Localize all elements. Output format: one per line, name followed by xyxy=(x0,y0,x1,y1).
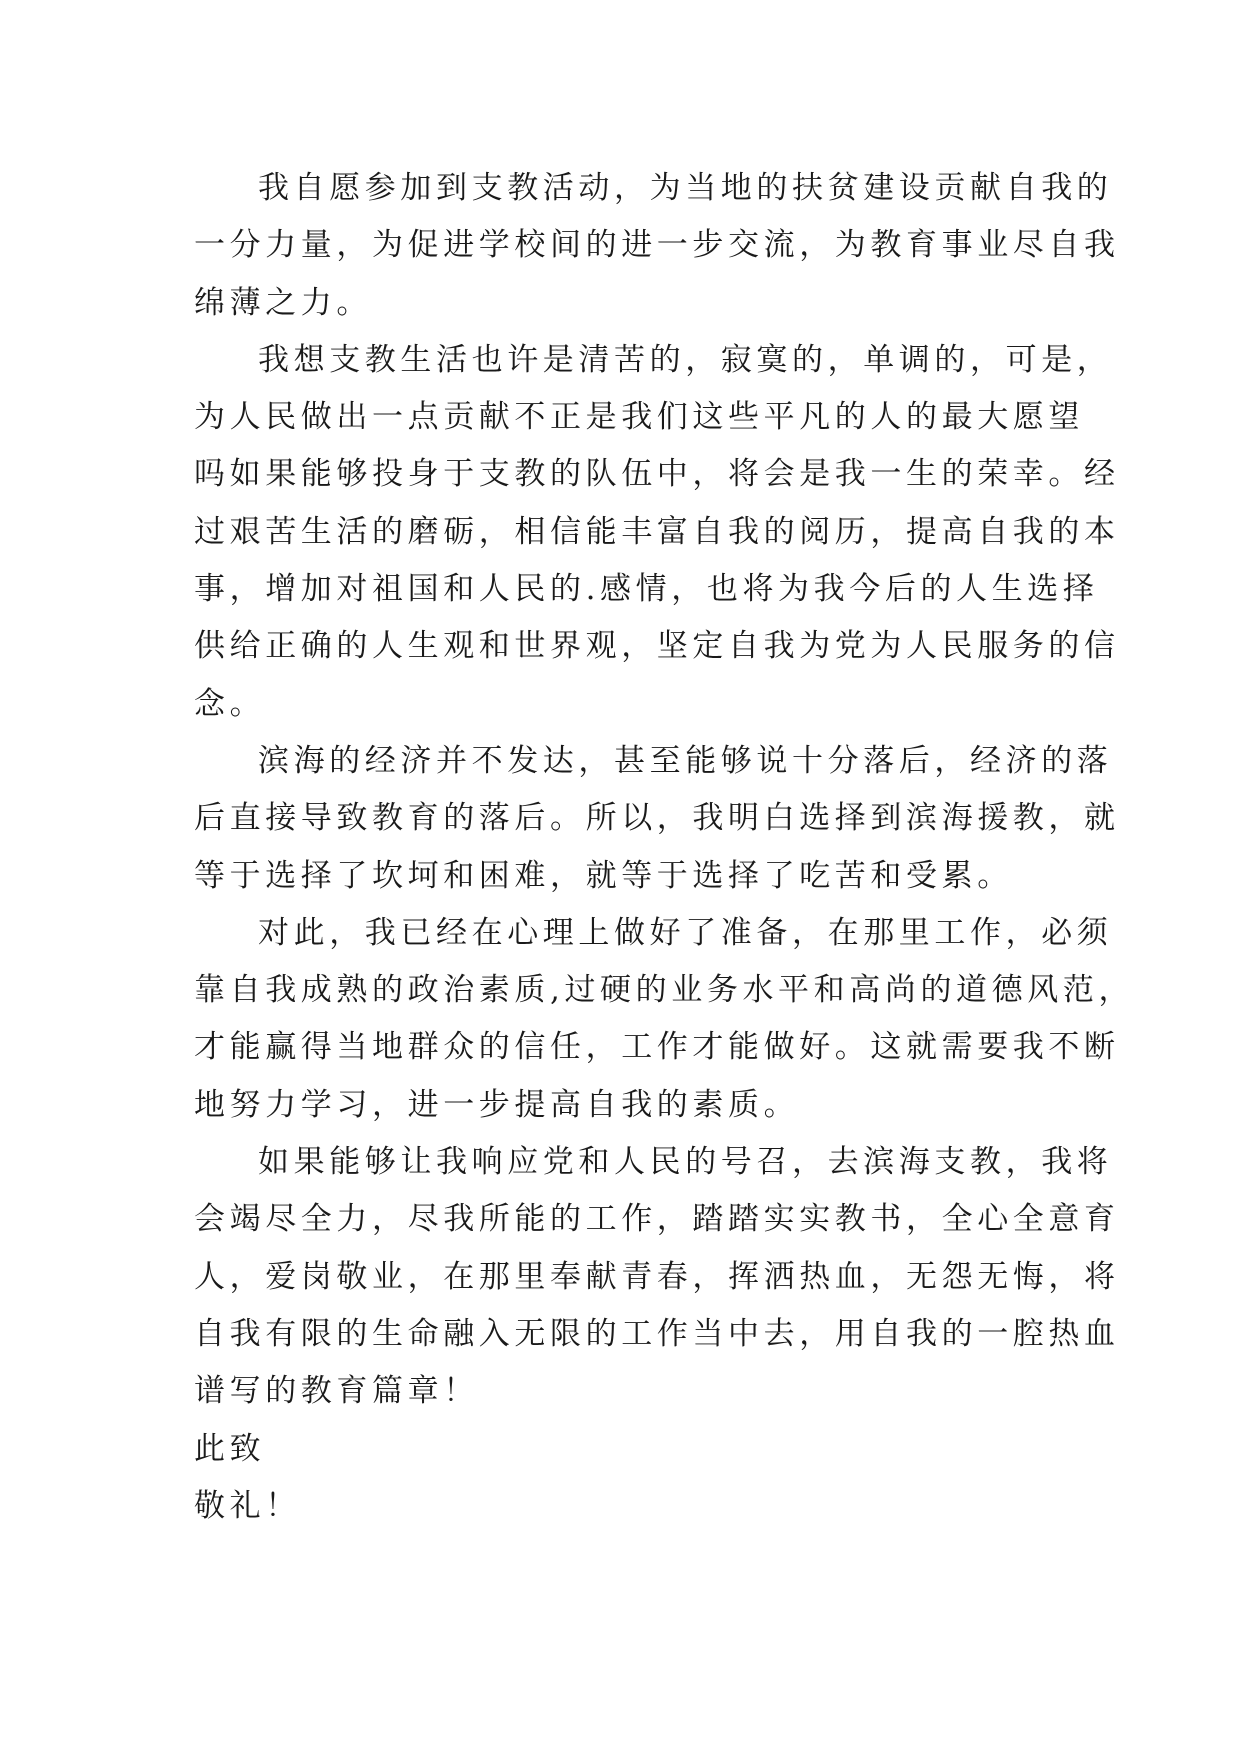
closing-regards: 敬礼！ xyxy=(194,1487,301,1524)
paragraph-4-line-3: 才能赢得当地群众的信任，工作才能做好。这就需要我不断 xyxy=(194,1029,1120,1066)
paragraph-4-line-1: 对此，我已经在心理上做好了准备，在那里工作，必须 xyxy=(258,914,1113,951)
paragraph-2-line-4: 过艰苦生活的磨砺，相信能丰富自我的阅历，提高自我的本 xyxy=(194,513,1120,550)
paragraph-4-line-2: 靠自我成熟的政治素质,过硬的业务水平和高尚的道德风范， xyxy=(194,972,1135,1009)
paragraph-5-line-2: 会竭尽全力，尽我所能的工作，踏踏实实教书，全心全意育 xyxy=(194,1201,1120,1238)
paragraph-3-line-1: 滨海的经济并不发达，甚至能够说十分落后，经济的落 xyxy=(258,742,1113,779)
paragraph-5-line-4: 自我有限的生命融入无限的工作当中去，用自我的一腔热血 xyxy=(194,1315,1120,1352)
paragraph-2-line-5: 事，增加对祖国和人民的.感情，也将为我今后的人生选择 xyxy=(194,571,1099,608)
paragraph-3-line-2: 后直接导致教育的落后。所以，我明白选择到滨海援教，就 xyxy=(194,800,1120,837)
paragraph-5-line-5: 谱写的教育篇章！ xyxy=(194,1373,479,1410)
paragraph-2-line-1: 我想支教生活也许是清苦的，寂寞的，单调的，可是， xyxy=(258,341,1113,378)
paragraph-2-line-3: 吗如果能够投身于支教的队伍中，将会是我一生的荣幸。经 xyxy=(194,456,1120,493)
paragraph-2-line-2: 为人民做出一点贡献不正是我们这些平凡的人的最大愿望 xyxy=(194,399,1084,436)
paragraph-5-line-1: 如果能够让我响应党和人民的号召，去滨海支教，我将 xyxy=(258,1144,1113,1181)
paragraph-1-line-2: 一分力量，为促进学校间的进一步交流，为教育事业尽自我 xyxy=(194,227,1120,264)
paragraph-5-line-3: 人，爱岗敬业，在那里奉献青春，挥洒热血，无怨无悔，将 xyxy=(194,1258,1120,1295)
closing-salutation: 此致 xyxy=(194,1430,266,1467)
paragraph-1-line-1: 我自愿参加到支教活动，为当地的扶贫建设贡献自我的 xyxy=(258,170,1113,206)
letter-body xyxy=(194,160,1135,1535)
paragraph-3-line-3: 等于选择了坎坷和困难，就等于选择了吃苦和受累。 xyxy=(194,857,1013,894)
paragraph-4-line-4: 地努力学习，进一步提高自我的素质。 xyxy=(194,1086,800,1123)
paragraph-1-line-3: 绵薄之力。 xyxy=(194,284,372,321)
paragraph-2-line-7: 念。 xyxy=(194,685,266,722)
paragraph-2-line-6: 供给正确的人生观和世界观，坚定自我为党为人民服务的信 xyxy=(194,628,1120,665)
